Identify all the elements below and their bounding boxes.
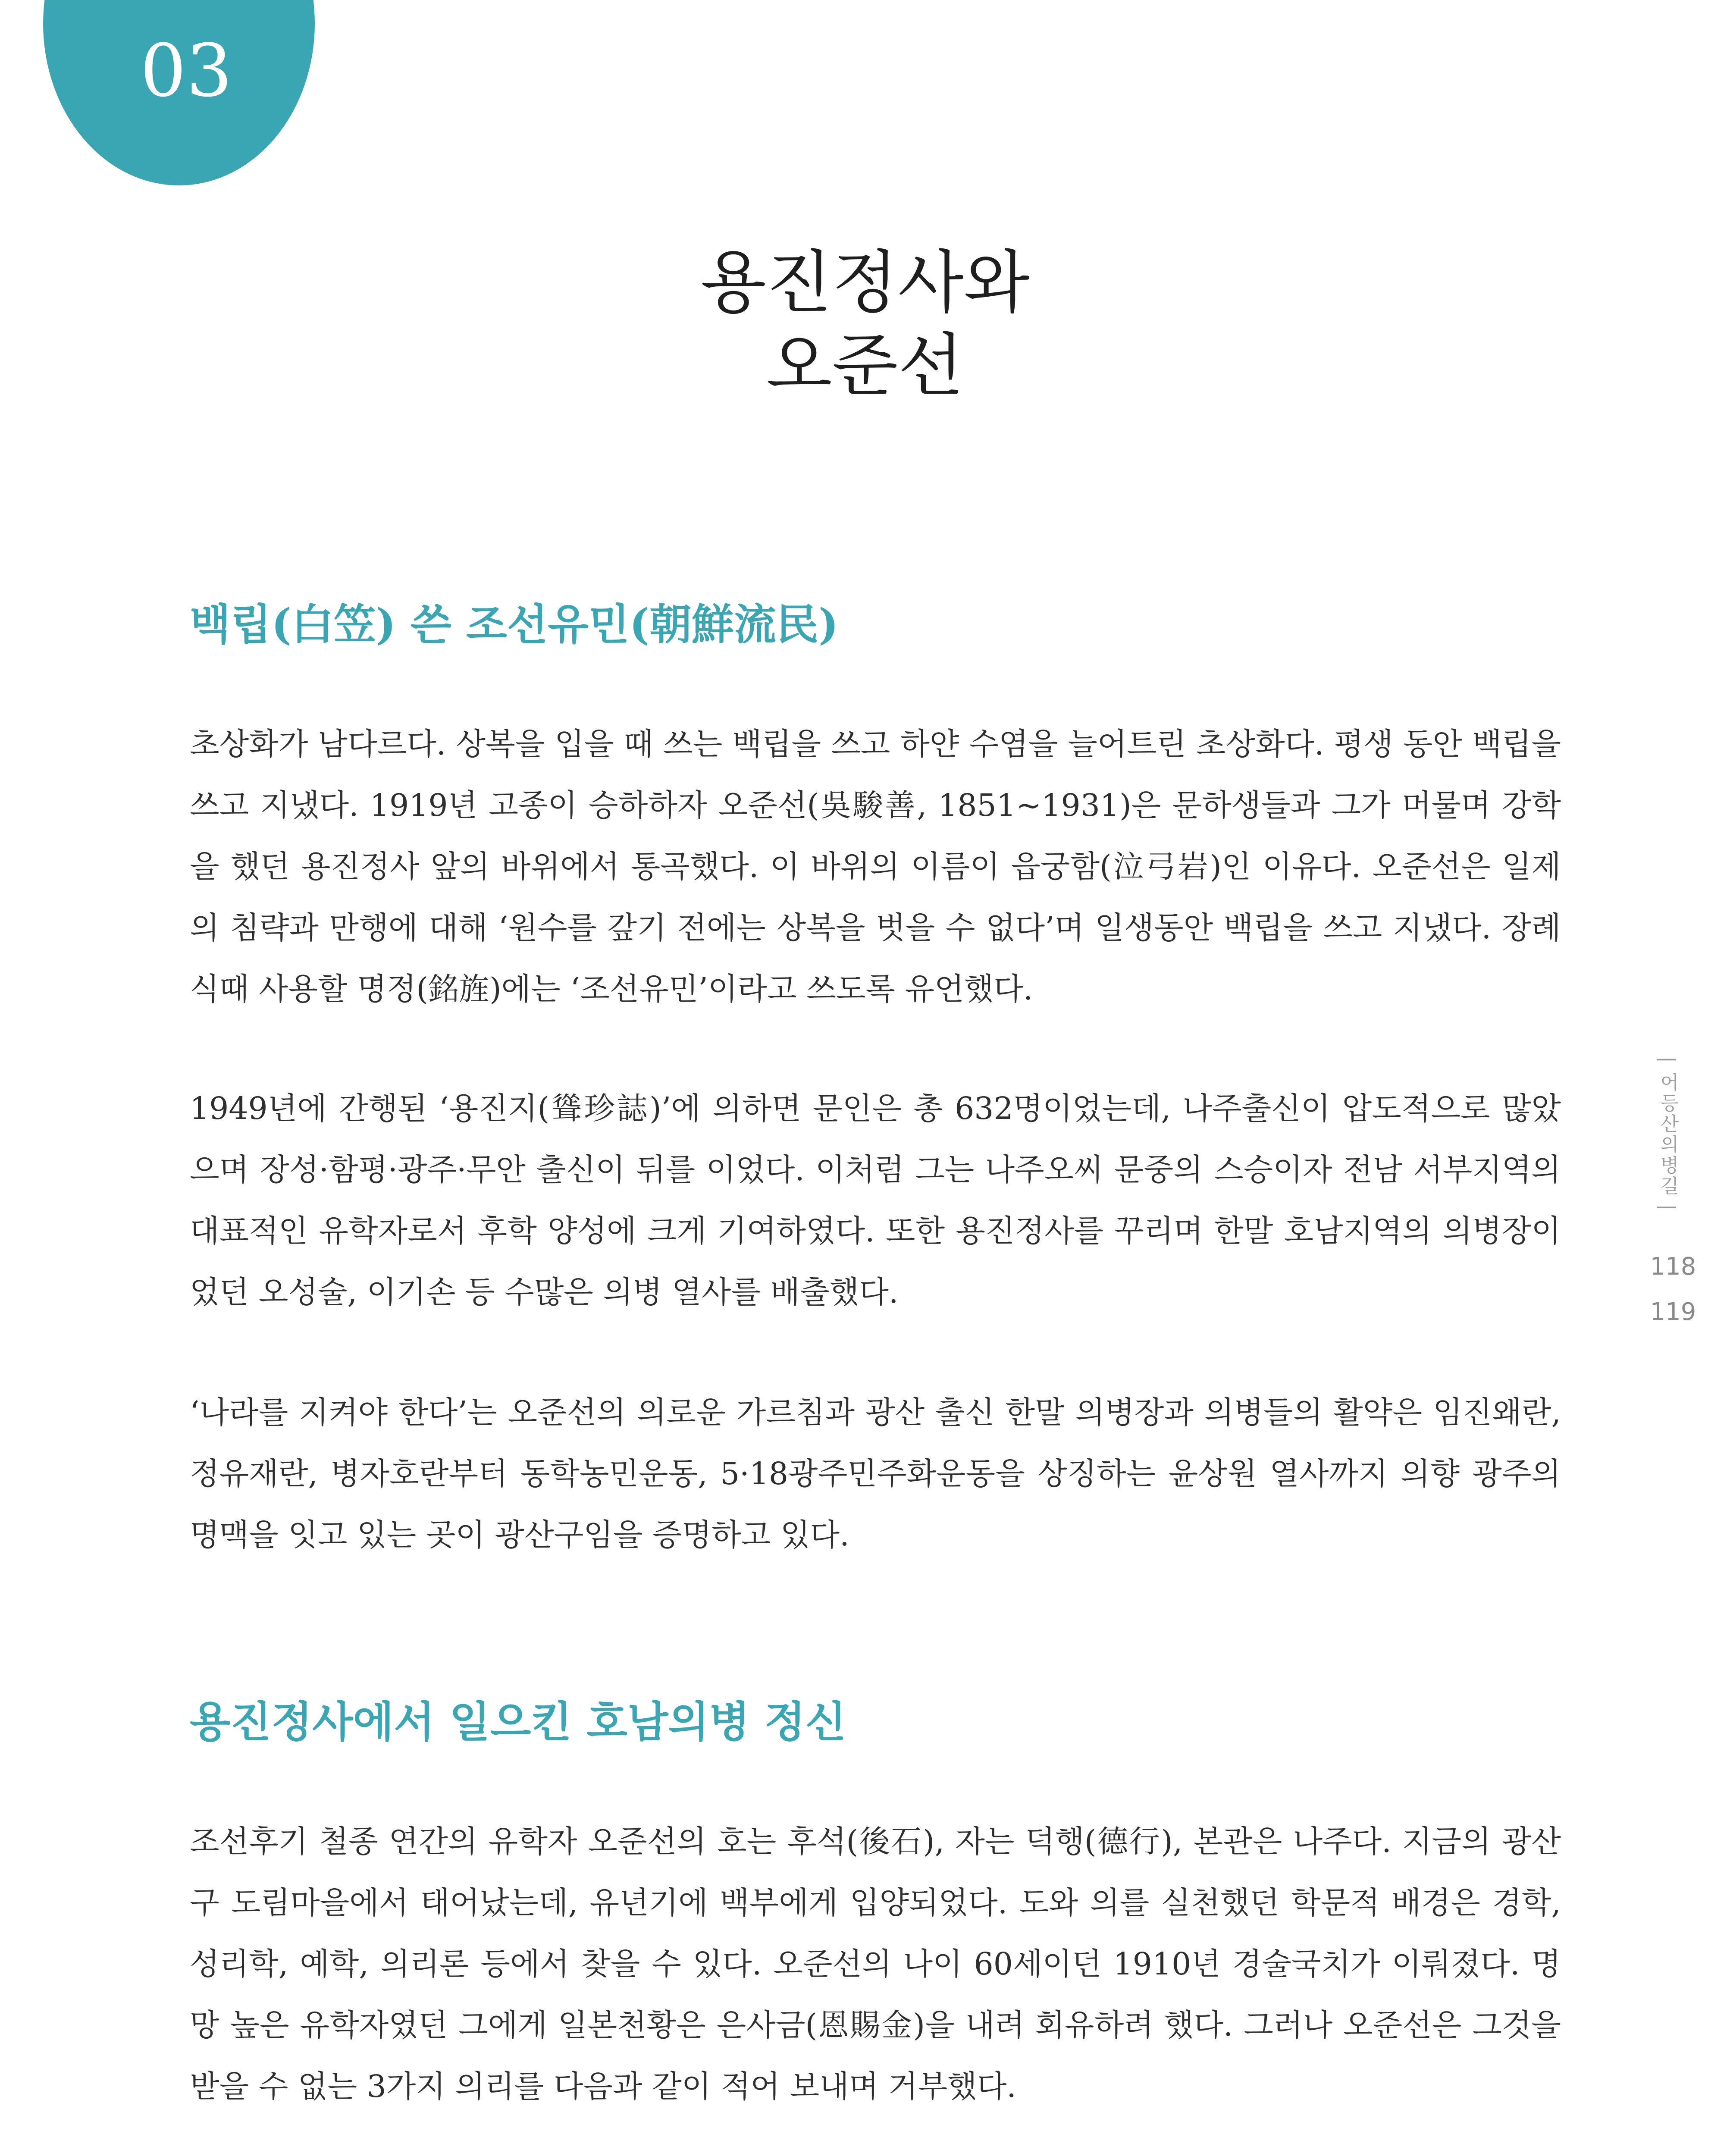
side-book-label: | 어등산의병길 |	[1657, 1056, 1679, 1213]
paragraph-biography: 조선후기 철종 연간의 유학자 오준선의 호는 후석(後石), 자는 덕행(德行), 본관은 나주다. 지금의 광산구 도림마을에서 태어났는데, 유년기에 백부에게 입양되었다. 도와 의를 실천했던 학문적 배경은 경학, 성리학, 예학, 의리론 등에서 찾을 수 있다. 오준선의 나이 60세이던 1910년 경술국치가 이뤄졌다. 명망 높은 유학자였던 그에게 일본천황은 은사금(恩賜金)을 내려 회유하려 했다. 그러나 오준선은 그것을 받을 수 없는 3가지 의리를 다음과 같이 적어 보내며 거부했다.	[190, 1824, 1561, 2104]
paragraph-legacy: ‘나라를 지켜야 한다’는 오준선의 의로운 가르침과 광산 출신 한말 의병장과 의병들의 활약은 임진왜란, 정유재란, 병자호란부터 동학농민운동, 5·18광주민주화운동을 상징하는 윤상원 열사까지 의향 광주의 명맥을 잇고 있는 곳이 광산구임을 증명하고 있다.	[190, 1395, 1561, 1553]
page-title-line-1: 용진정사와	[700, 243, 1030, 323]
chapter-number: 03	[140, 28, 232, 113]
page-title-line-2: 오준선	[766, 326, 964, 405]
section-heading-righteous-army: 용진정사에서 일으킨 호남의병 정신	[190, 1697, 846, 1747]
section-heading-white-hat: 백립(白笠) 쓴 조선유민(朝鮮流民)	[190, 600, 839, 649]
page-title	[0, 241, 1730, 407]
page-number-left: 118	[1650, 1253, 1696, 1281]
paragraph-portrait: 초상화가 남다르다. 상복을 입을 때 쓰는 백립을 쓰고 하얀 수염을 늘어트린 초상화다. 평생 동안 백립을 쓰고 지냈다. 1919년 고종이 승하하자 오준선(吳駿善, 1851~1931)은 문하생들과 그가 머물며 강학을 했던 용진정사 앞의 바위에서 통곡했다. 이 바위의 이름이 읍궁함(泣弓岩)인 이유다. 오준선은 일제의 침략과 만행에 대해 ‘원수를 갚기 전에는 상복을 벗을 수 없다’며 일생동안 백립을 쓰고 지냈다. 장례식때 사용할 명정(銘旌)에는 ‘조선유민’이라고 쓰도록 유언했다.	[190, 726, 1561, 1007]
paragraph-disciples: 1949년에 간행된 ‘용진지(聳珍誌)’에 의하면 문인은 총 632명이었는데, 나주출신이 압도적으로 많았으며 장성·함평·광주·무안 출신이 뒤를 이었다. 이처럼 그는 나주오씨 문중의 스승이자 전남 서부지역의 대표적인 유학자로서 후학 양성에 크게 기여하였다. 또한 용진정사를 꾸리며 한말 호남지역의 의병장이었던 오성술, 이기손 등 수많은 의병 열사를 배출했다.	[190, 1091, 1561, 1310]
page-number-right: 119	[1650, 1298, 1696, 1326]
